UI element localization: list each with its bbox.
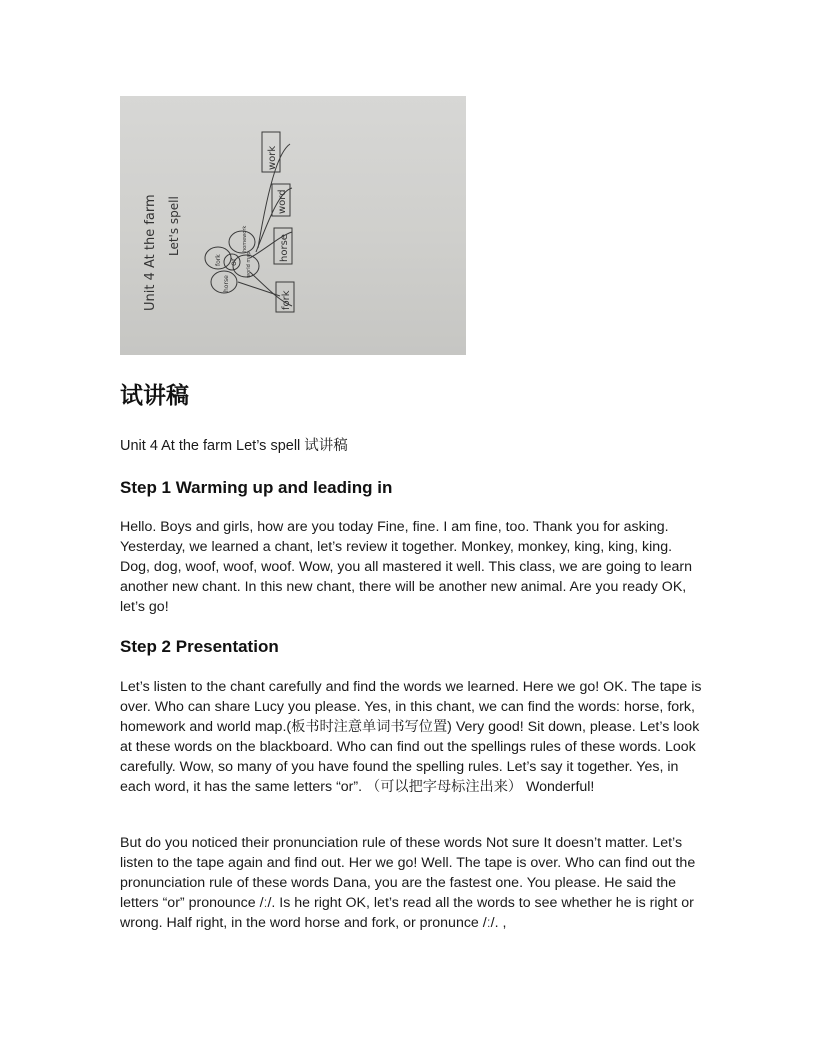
sketch-subheading: Let's spell	[167, 196, 181, 256]
svg-text:or: or	[229, 257, 238, 266]
blackboard-sketch	[120, 96, 466, 355]
sketch-heading: Unit 4 At the farm	[143, 194, 158, 311]
svg-text:word: word	[277, 189, 288, 214]
blackboard-photo	[120, 96, 466, 355]
svg-text:world map: world map	[246, 251, 252, 278]
svg-text:horse: horse	[223, 275, 230, 292]
page-subtitle: Unit 4 At the farm Let’s spell 试讲稿	[120, 438, 348, 454]
section-heading-step-2: Step 2 Presentation	[120, 637, 279, 656]
paragraph-step-2-a: Let’s listen to the chant carefully and find the words we learned. Here we go! OK. The tape is over. Who can share Lucy you please. Yes, in this chant, we can find the words: horse, fork, homework and world map.(板书时注意单词书写位置) Very good! Sit down, please. Let’s look at these words on the blackboard. Who can find out the spellings rules of these words. Look carefully. Wow, so many of you have found the spelling rules. Let’s say it together. Yes, in each word, it has the same letters “or”. （可以把字母标注出来） Wonderful!	[120, 679, 702, 795]
svg-text:homework: homework	[242, 225, 248, 252]
svg-text:fork: fork	[215, 254, 222, 266]
svg-text:horse: horse	[279, 234, 290, 262]
section-heading-step-1: Step 1 Warming up and leading in	[120, 478, 393, 497]
svg-text:work: work	[267, 145, 278, 170]
paragraph-step-1: Hello. Boys and girls, how are you today Fine, fine. I am fine, too. Thank you for asking. Yesterday, we learned a chant, let’s review it together. Monkey, monkey, king, king, king. Dog, dog, woof, woof, woof. Wow, you all mastered it well. This class, we are going to learn another new chant. In this new chant, there will be another new animal. Are you ready OK, let’s go!	[120, 519, 692, 615]
paragraph-step-2-b: But do you noticed their pronunciation rule of these words Not sure It doesn’t matter. Let’s listen to the tape again and find out. Her we go! Well. The tape is over. Who can find out the pronunciation rule of these words Dana, you are the fastest one. You please. He said the letters “or” pronounce /ː/. Is he right OK, let’s read all the words to see whether he is right or wrong. Half right, in the word horse and fork, or pronunce /ː/. ,	[120, 835, 696, 931]
page-title: 试讲稿	[120, 383, 189, 409]
svg-text:fork: fork	[281, 290, 292, 310]
